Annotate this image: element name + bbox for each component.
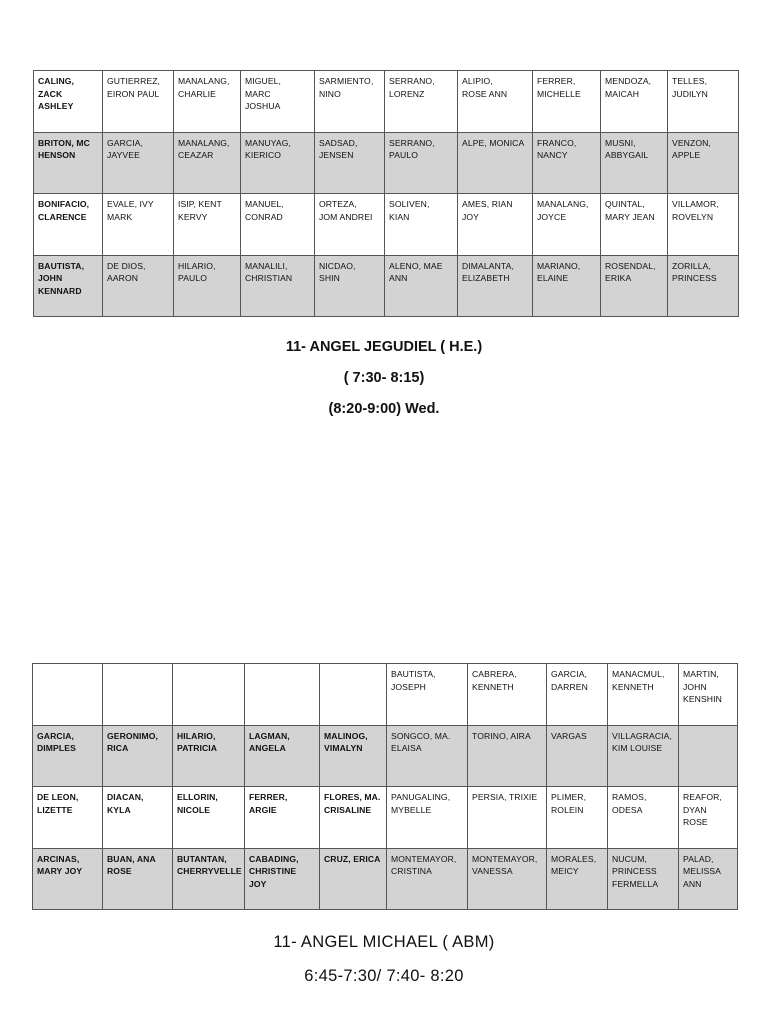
table-cell: GARCIA, DARREN [547, 664, 608, 726]
table-row [33, 848, 738, 910]
section-title-jegudiel: 11- ANGEL JEGUDIEL ( H.E.) [285, 339, 483, 355]
table-cell: PERSIA, TRIXIE [468, 787, 547, 849]
table-cell: BUTANTAN, CHERRYVELLE [173, 848, 245, 910]
table-row [33, 725, 738, 787]
table-cell: DE LEON, LIZETTE [33, 787, 103, 849]
table-cell: BAUTISTA, JOHN KENNARD [34, 255, 103, 317]
table-cell: DIMALANTA, ELIZABETH [458, 255, 533, 317]
table-cell: SERRANO, PAULO [385, 132, 458, 194]
table-cell: MALINOG, VIMALYN [320, 725, 387, 787]
table-cell: MANALANG, CHARLIE [174, 71, 241, 133]
table-cell: MIGUEL, MARC JOSHUA [241, 71, 315, 133]
table-cell: HILARIO, PATRICIA [173, 725, 245, 787]
table-cell: MENDOZA, MAICAH [601, 71, 668, 133]
table-cell: SOLIVEN, KIAN [385, 194, 458, 256]
table-cell: MONTEMAYOR, CRISTINA [387, 848, 468, 910]
table-row [34, 71, 739, 133]
table-cell: SADSAD, JENSEN [315, 132, 385, 194]
table-cell: BUAN, ANA ROSE [103, 848, 173, 910]
table-row [34, 132, 739, 194]
table-cell: QUINTAL, MARY JEAN [601, 194, 668, 256]
table-cell: SONGCO, MA. ELAISA [387, 725, 468, 787]
table-cell: HILARIO, PAULO [174, 255, 241, 317]
table-cell: CABRERA, KENNETH [468, 664, 547, 726]
table-cell: SARMIENTO, NINO [315, 71, 385, 133]
table-row [34, 255, 739, 317]
table-cell: NICDAO, SHIN [315, 255, 385, 317]
table-cell: GARCIA, JAYVEE [103, 132, 174, 194]
table-cell: ISIP, KENT KERVY [174, 194, 241, 256]
table-cell: PLIMER, ROLEIN [547, 787, 608, 849]
table-cell: MONTEMAYOR, VANESSA [468, 848, 547, 910]
table-cell: BONIFACIO, CLARENCE [34, 194, 103, 256]
table-cell: VENZON, APPLE [668, 132, 739, 194]
table-cell [245, 664, 320, 726]
schedule-time-1: ( 7:30- 8:15) [343, 370, 425, 386]
table-cell: VILLAGRACIA, KIM LOUISE [608, 725, 679, 787]
table-cell [33, 664, 103, 726]
table-cell [320, 664, 387, 726]
section-title-michael: 11- ANGEL MICHAEL ( ABM) [273, 933, 495, 951]
table-cell: FRANCO, NANCY [533, 132, 601, 194]
table-cell: DIACAN, KYLA [103, 787, 173, 849]
table-cell: REAFOR, DYAN ROSE [679, 787, 738, 849]
table-cell: TORINO, AIRA [468, 725, 547, 787]
table-cell: MUSNI, ABBYGAIL [601, 132, 668, 194]
table-cell [679, 725, 738, 787]
table-row [33, 664, 738, 726]
table-cell: GUTIERREZ, EIRON PAUL [103, 71, 174, 133]
table-cell: MORALES, MEICY [547, 848, 608, 910]
seating-table-michael [32, 663, 738, 910]
table-cell: NUCUM, PRINCESS FERMELLA [608, 848, 679, 910]
table-cell: VARGAS [547, 725, 608, 787]
table-cell: FLORES, MA. CRISALINE [320, 787, 387, 849]
table-cell: BAUTISTA, JOSEPH [387, 664, 468, 726]
table-cell: FERRER, ARGIE [245, 787, 320, 849]
table-cell: PANUGALING, MYBELLE [387, 787, 468, 849]
table-cell: MANALILI, CHRISTIAN [241, 255, 315, 317]
table-cell: MARIANO, ELAINE [533, 255, 601, 317]
table-row [34, 194, 739, 256]
table-cell: RAMOS, ODESA [608, 787, 679, 849]
table-cell [173, 664, 245, 726]
table-cell: TELLES, JUDILYN [668, 71, 739, 133]
table-row [33, 787, 738, 849]
table-cell: GERONIMO, RICA [103, 725, 173, 787]
table-cell: CABADING, CHRISTINE JOY [245, 848, 320, 910]
table-cell: ALIPIO, ROSE ANN [458, 71, 533, 133]
table-cell: CRUZ, ERICA [320, 848, 387, 910]
table-cell: VILLAMOR, ROVELYN [668, 194, 739, 256]
table-cell: MANUYAG, KIERICO [241, 132, 315, 194]
table-cell: LAGMAN, ANGELA [245, 725, 320, 787]
schedule-time-2: (8:20-9:00) Wed. [328, 401, 440, 417]
table-cell: MARTIN, JOHN KENSHIN [679, 664, 738, 726]
table-cell: MANALANG, JOYCE [533, 194, 601, 256]
schedule-time-michael: 6:45-7:30/ 7:40- 8:20 [304, 967, 464, 985]
table-cell: DE DIOS, AARON [103, 255, 174, 317]
table-cell: EVALE, IVY MARK [103, 194, 174, 256]
table-cell: MANUEL, CONRAD [241, 194, 315, 256]
table-cell: ALPE, MONICA [458, 132, 533, 194]
table-cell: ZORILLA, PRINCESS [668, 255, 739, 317]
table-cell: FERRER, MICHELLE [533, 71, 601, 133]
table-cell: MANACMUL, KENNETH [608, 664, 679, 726]
table-cell: ORTEZA, JOM ANDREI [315, 194, 385, 256]
table-cell: ROSENDAL, ERIKA [601, 255, 668, 317]
table-cell: GARCIA, DIMPLES [33, 725, 103, 787]
table-cell [103, 664, 173, 726]
table-cell: BRITON, MC HENSON [34, 132, 103, 194]
table-cell: ELLORIN, NICOLE [173, 787, 245, 849]
table-cell: PALAD, MELISSA ANN [679, 848, 738, 910]
table-cell: AMES, RIAN JOY [458, 194, 533, 256]
table-cell: SERRANO, LORENZ [385, 71, 458, 133]
seating-table-jegudiel [33, 70, 739, 317]
table-cell: CALING, ZACK ASHLEY [34, 71, 103, 133]
table-cell: MANALANG, CEAZAR [174, 132, 241, 194]
table-cell: ALENO, MAE ANN [385, 255, 458, 317]
table-cell: ARCINAS, MARY JOY [33, 848, 103, 910]
